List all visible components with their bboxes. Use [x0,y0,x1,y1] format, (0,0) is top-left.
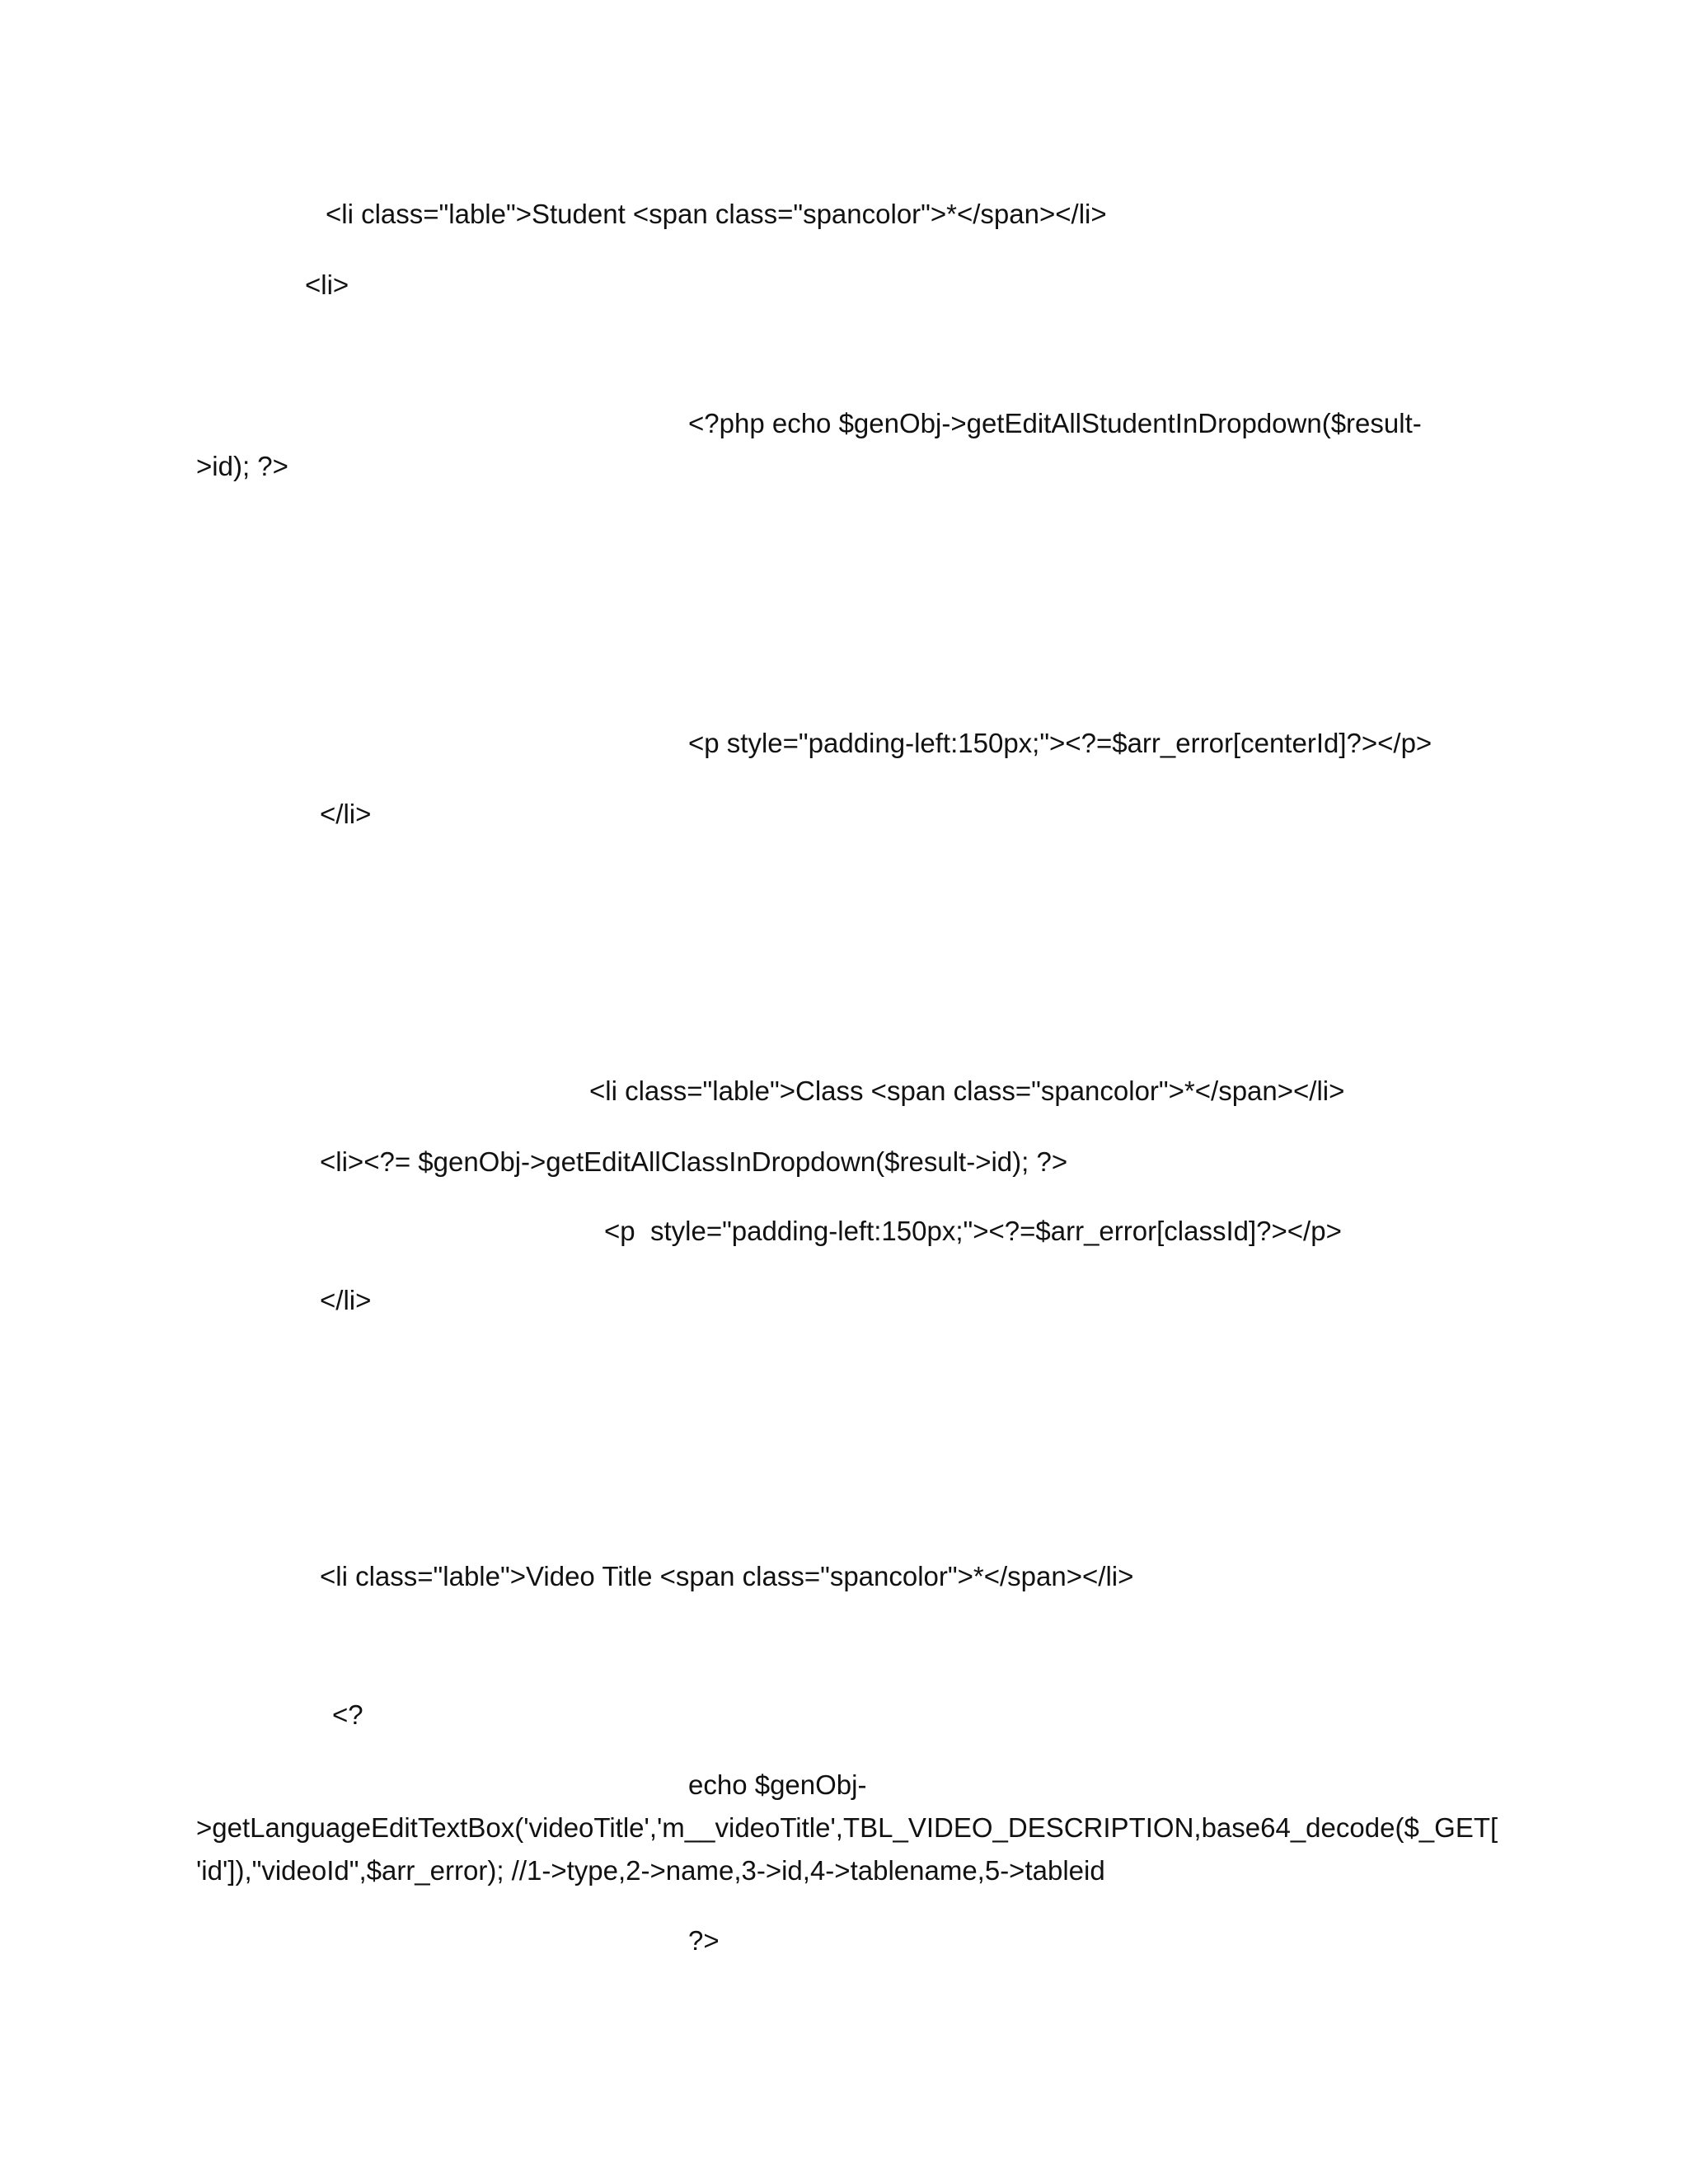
code-line-class-label: <li class="lable">Class <span class="spancolor">*</span></li> [589,1076,1345,1106]
code-line-class-error: <p style="padding-left:150px;"><?=$arr_error[classId]?></p> [604,1216,1342,1246]
code-line-class-dropdown: <li><?= $genObj->getEditAllClassInDropdown($result->id); ?> [320,1146,1068,1177]
code-line-language-textbox-continued: 'id']),"videoId",$arr_error); //1->type,2->name,3->id,4->tablename,5->tableid [196,1855,1105,1886]
code-line-student-dropdown-continued: >id); ?> [196,451,288,481]
code-line-li-close: </li> [320,1285,372,1315]
code-line-php-close: ?> [688,1925,720,1956]
code-line-language-textbox: >getLanguageEditTextBox('videoTitle','m__videoTitle',TBL_VIDEO_DESCRIPTION,base64_decode($_GET[ [196,1812,1498,1843]
code-line-video-title-label: <li class="lable">Video Title <span class="spancolor">*</span></li> [320,1561,1134,1591]
code-line-li-close: </li> [320,799,372,829]
code-line-li-open: <li> [305,269,349,300]
code-line-student-label: <li class="lable">Student <span class="spancolor">*</span></li> [326,199,1107,229]
code-line-student-dropdown: <?php echo $genObj->getEditAllStudentInDropdown($result- [688,408,1422,438]
code-line-center-error: <p style="padding-left:150px;"><?=$arr_error[centerId]?></p> [688,728,1432,758]
code-line-php-open: <? [332,1699,363,1730]
code-line-echo: echo $genObj- [688,1769,867,1800]
